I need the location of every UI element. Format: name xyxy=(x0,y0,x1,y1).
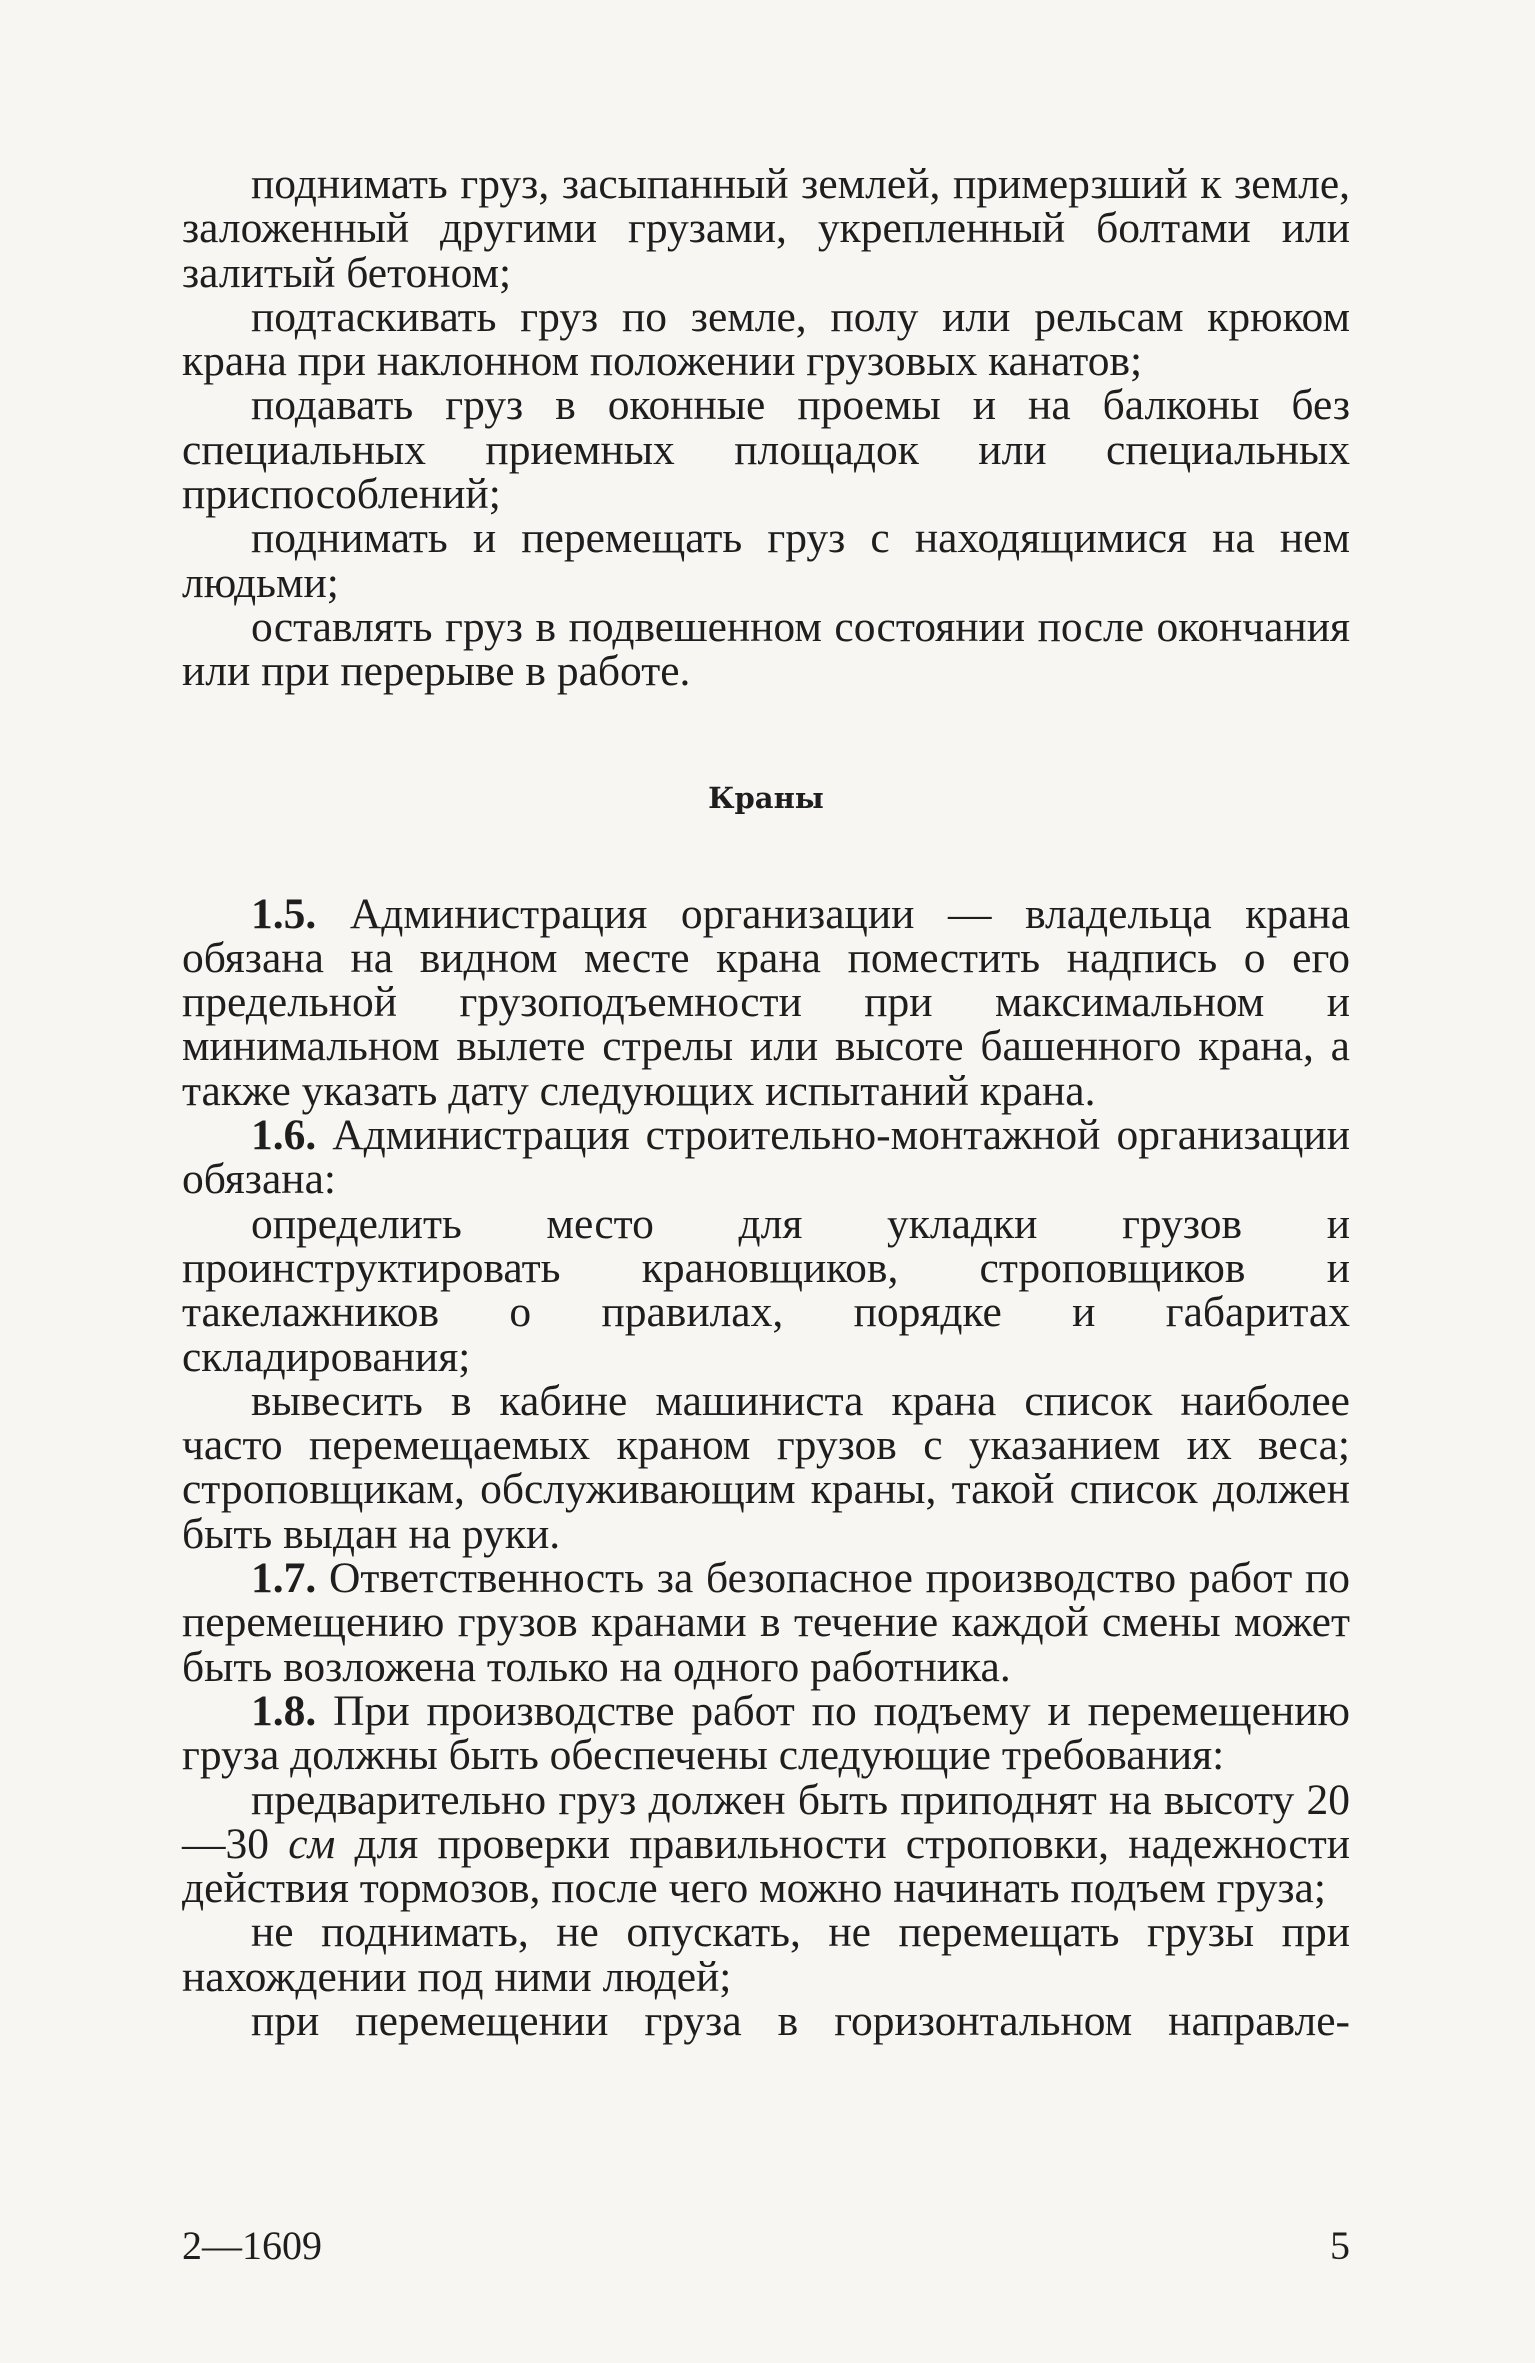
section-number: 1.6. xyxy=(251,1111,317,1160)
paragraph: определить место для укладки грузов и проинструктировать крановщиков, строповщиков и такелажников о правилах, порядке и габаритах складирования; xyxy=(182,1199,1350,1381)
unit-text: см xyxy=(288,1819,336,1868)
paragraph-text: Администрация строительно-монтажной организации обязана: xyxy=(182,1111,1350,1204)
paragraph: оставлять груз в подвешенном состоянии после окончания или при перерыве в работе. xyxy=(182,602,1350,696)
paragraph-text: Администрация организации — владельца крана обязана на видном месте крана поместить надпись о его предельной грузоподъемности при максимальном и минимальном вылете стрелы или высоте башенного крана, а также указать дату следующих испытаний крана. xyxy=(182,889,1350,1115)
paragraph xyxy=(182,1775,1350,1913)
paragraph: подавать груз в оконные проемы и на балконы без специальных приемных площадок или специальных приспособлений; xyxy=(182,381,1350,519)
section-heading: Краны xyxy=(708,780,824,815)
text-column xyxy=(182,162,1350,2043)
paragraph-1-7 xyxy=(182,1556,1350,1689)
printer-signature: 2—1609 xyxy=(182,2223,322,2268)
paragraph: подтаскивать груз по земле, полу или рельсам крюком крана при наклонном положении грузовых канатов; xyxy=(182,292,1350,386)
text-part: для проверки правильности строповки, надежности действия тормозов, после чего можно начинать подъем груза; xyxy=(182,1819,1350,1913)
page-footer xyxy=(182,2222,1350,2269)
paragraph-1-6 xyxy=(182,1113,1350,1202)
page-number: 5 xyxy=(1330,2223,1350,2268)
paragraph-text: Ответственность за безопасное производство работ по перемещению грузов кранами в течение каждой смены может быть возложена только на одного работника. xyxy=(182,1554,1351,1691)
section-number: 1.5. xyxy=(251,889,317,938)
paragraph-1-5 xyxy=(182,889,1350,1115)
paragraph: вывесить в кабине машиниста крана список наиболее часто перемещаемых краном грузов с указанием их веса; строповщикам, обслуживающим краны, такой список должен быть выдан на руки. xyxy=(182,1376,1350,1558)
paragraph-text: При производстве работ по подъему и перемещению груза должны быть обеспечены следующие требования: xyxy=(182,1686,1351,1780)
paragraph: не поднимать, не опускать, не перемещать грузы при нахождении под ними людей; xyxy=(182,1908,1350,2001)
section-number: 1.8. xyxy=(251,1686,317,1735)
section-number: 1.7. xyxy=(251,1554,317,1603)
paragraph-1-8 xyxy=(182,1686,1351,1780)
text-part: предварительно груз должен быть приподнят на высоту 20—30 xyxy=(182,1775,1350,1868)
paragraph: при перемещении груза в горизонтальном направле- xyxy=(251,1996,1350,2045)
paragraph: поднимать груз, засыпанный землей, примерзший к земле, заложенный другими грузами, укрепленный болтами или залитый бетоном; xyxy=(182,160,1350,297)
paragraph: поднимать и перемещать груз с находящимися на нем людьми; xyxy=(182,514,1350,607)
